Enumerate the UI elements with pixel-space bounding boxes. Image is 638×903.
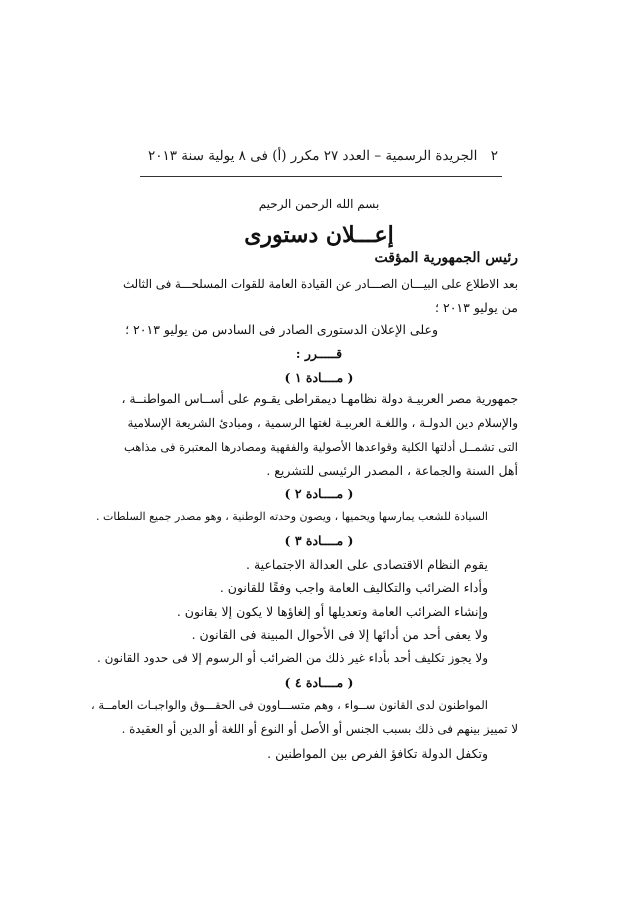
article-line: يقوم النظام الاقتصادى على العدالة الاجتماعية .	[246, 557, 488, 572]
article-line: وإنشاء الضرائب العامة وتعديلها أو إلغاؤها لا يكون إلا بقانون .	[176, 604, 488, 619]
article-line: أهل السنة والجماعة ، المصدر الرئيسى للتشريع .	[266, 463, 518, 478]
article-line: وأداء الضرائب والتكاليف العامة واجب وفقًا للقانون .	[219, 580, 488, 595]
header-rule	[140, 176, 502, 177]
article-line: السيادة للشعب يمارسها ويحميها ، ويصون وحدته الوطنية ، وهو مصدر جميع السلطات .	[96, 510, 488, 523]
page-number: ٢	[490, 148, 498, 164]
basmala: بسم الله الرحمن الرحيم	[258, 197, 380, 211]
article-line: لا تمييز بينهم فى ذلك بسبب الجنس أو الأصل أو النوع أو اللغة أو الدين أو العقيدة .	[121, 722, 518, 736]
article-heading: ( مــــادة ٣ )	[284, 533, 354, 548]
article-line: والإسلام دين الدولـة ، واللغـة العربيـة لغتها الرسمية ، ومبادئ الشريعة الإسلامية	[127, 416, 518, 430]
article-heading: ( مــــادة ٤ )	[284, 675, 354, 690]
article-heading: ( مــــادة ٢ )	[284, 486, 354, 501]
preamble-line: وعلى الإعلان الدستورى الصادر فى السادس من يوليو ٢٠١٣ ؛	[125, 322, 438, 337]
issuer-title: رئيس الجمهورية المؤقت	[374, 250, 518, 266]
article-heading: ( مــــادة ١ )	[284, 370, 354, 385]
article-line: وتكفل الدولة تكافؤ الفرص بين المواطنين .	[267, 746, 488, 761]
document-title: إعـــلان دستورى	[244, 222, 394, 248]
article-line: ولا يجوز تكليف أحد بأداء غير ذلك من الضرائب أو الرسوم إلا فى حدود القانون .	[96, 651, 488, 665]
preamble-line: بعد الاطلاع على البيـــان الصـــادر عن القيادة العامة للقوات المسلحـــة فى الثالث	[122, 277, 518, 291]
article-line: المواطنون لدى القانون ســواء ، وهم متســـاوون فى الحقـــوق والواجبـات العامــة ،	[91, 698, 488, 712]
article-line: ولا يعفى أحد من أدائها إلا فى الأحوال المبينة فى القانون .	[191, 627, 488, 642]
article-line: التى تشمــل أدلتها الكلية وقواعدها الأصولية والفقهية ومصادرها المعتبرة فى مذاهب	[124, 440, 518, 454]
article-line: جمهورية مصر العربيـة دولة نظامهـا ديمقراطى يقـوم على أســاس المواطنــة ،	[121, 392, 518, 406]
preamble-line: من يوليو ٢٠١٣ ؛	[435, 300, 518, 315]
running-header	[148, 148, 498, 164]
running-title: الجريدة الرسمية – العدد ٢٧ مكرر (أ) فى ٨ يولية سنة ٢٠١٣	[148, 148, 478, 164]
decision-heading: قـــــرر :	[295, 346, 343, 361]
